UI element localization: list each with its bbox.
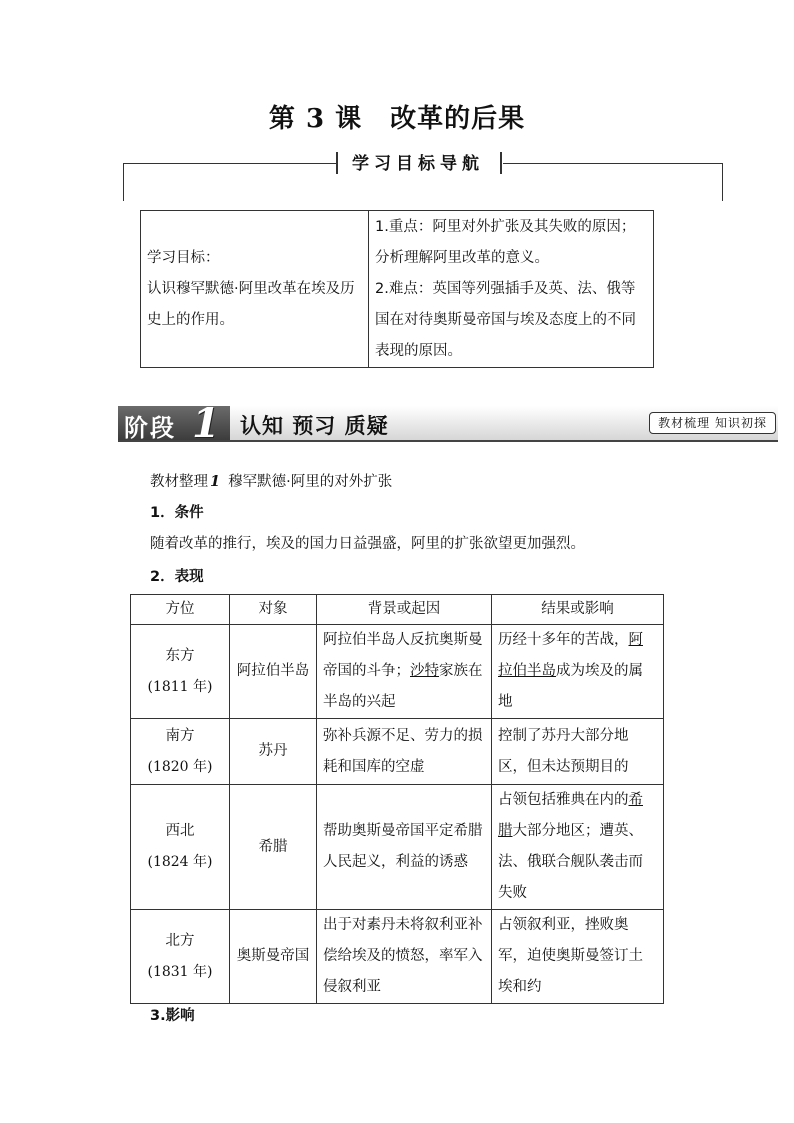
- stage-title: 认知 预习 质疑: [240, 413, 389, 438]
- table-row: [131, 625, 664, 719]
- item1-text: 随着改革的推行，埃及的国力日益强盛，阿里的扩张欲望更加强烈。: [150, 536, 585, 552]
- stage-tag: 教材梳理 知识初探: [649, 412, 776, 434]
- header-direction: 方位: [131, 595, 230, 625]
- cell-direction: 北方 (1831 年): [131, 910, 230, 1004]
- stage-banner: [118, 400, 778, 447]
- header-target: 对象: [230, 595, 317, 625]
- expansion-table: [130, 594, 664, 1004]
- cell-cause: 弥补兵源不足、劳力的损耗和国库的空虚: [317, 719, 492, 785]
- cell-result: 历经十多年的苦战，阿拉伯半岛成为埃及的属地: [492, 625, 664, 719]
- item1-heading: 1．条件: [150, 505, 204, 521]
- lesson-name: 改革的后果: [390, 104, 526, 134]
- table-row: [131, 785, 664, 910]
- nav-label: 学习目标导航: [338, 151, 498, 177]
- cell-result: 占领包括雅典在内的希腊大部分地区；遭英、法、俄联合舰队袭击而失败: [492, 785, 664, 910]
- goals-key-point: 1.重点：阿里对外扩张及其失败的原因；分析理解阿里改革的意义。: [375, 218, 636, 266]
- cell-cause: 阿拉伯半岛人反抗奥斯曼帝国的斗争；沙特家族在半岛的兴起: [317, 625, 492, 719]
- table-row: [131, 910, 664, 1004]
- goals-left-cell: [141, 211, 369, 368]
- stage-number: 1: [192, 400, 220, 447]
- section-title: 穆罕默德·阿里的对外扩张: [228, 474, 393, 490]
- cell-target: 苏丹: [230, 719, 317, 785]
- table-header-row: [131, 595, 664, 625]
- section-number: 1: [210, 473, 221, 490]
- item3-heading: 3.影响: [150, 1008, 195, 1024]
- cell-cause: 帮助奥斯曼帝国平定希腊人民起义，利益的诱惑: [317, 785, 492, 910]
- table-row: [131, 719, 664, 785]
- cell-direction: 南方 (1820 年): [131, 719, 230, 785]
- goals-left-text: 认识穆罕默德·阿里改革在埃及历史上的作用。: [147, 280, 355, 328]
- cell-target: 阿拉伯半岛: [230, 625, 317, 719]
- cell-target: 奥斯曼帝国: [230, 910, 317, 1004]
- cell-cause: 出于对素丹未将叙利亚补偿给埃及的愤怒，率军入侵叙利亚: [317, 910, 492, 1004]
- cell-target: 希腊: [230, 785, 317, 910]
- goals-table: [140, 210, 654, 368]
- cell-direction: 东方 (1811 年): [131, 625, 230, 719]
- section-heading: [150, 470, 392, 491]
- header-cause: 背景或起因: [317, 595, 492, 625]
- cell-result: 控制了苏丹大部分地区，但未达预期目的: [492, 719, 664, 785]
- lesson-number: 第 3 课: [268, 104, 363, 134]
- goals-left-label: 学习目标：: [147, 249, 220, 266]
- section-prefix: 教材整理: [150, 474, 208, 490]
- header-result: 结果或影响: [492, 595, 664, 625]
- stage-word: 阶段: [124, 414, 176, 442]
- item2-heading: 2．表现: [150, 569, 204, 585]
- nav-divider-right: [500, 152, 502, 174]
- cell-direction: 西北 (1824 年): [131, 785, 230, 910]
- goals-right-cell: [369, 211, 654, 368]
- stage-badge: [118, 400, 230, 447]
- goals-difficult-point: 2.难点：英国等列强插手及英、法、俄等国在对待奥斯曼帝国与埃及态度上的不同表现的原因。: [375, 280, 636, 359]
- page-title: [0, 98, 794, 135]
- cell-result: 占领叙利亚，挫败奥军，迫使奥斯曼签订土埃和约: [492, 910, 664, 1004]
